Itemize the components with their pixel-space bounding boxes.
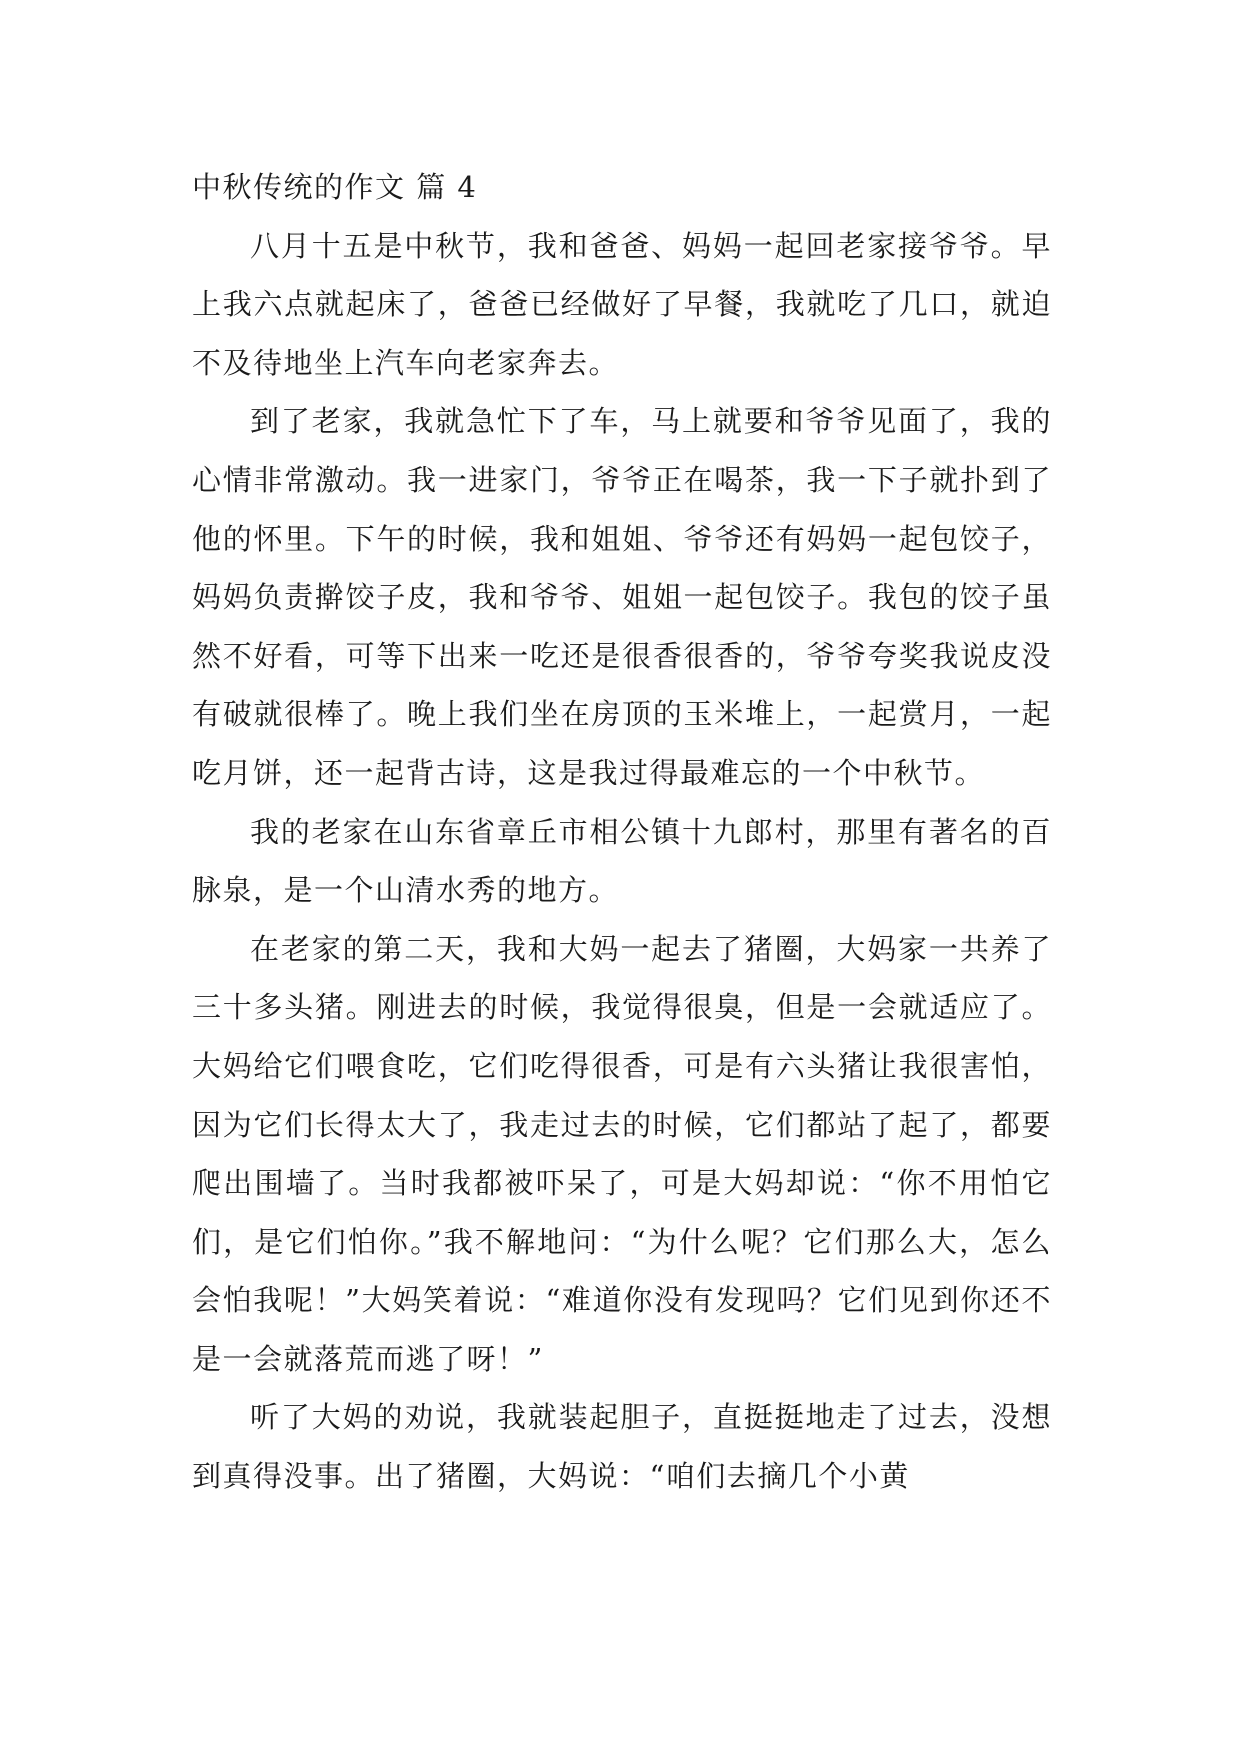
essay-title: 中秋传统的作文 篇 4 [192,170,478,204]
paragraph-5: 听了大妈的劝说，我就装起胆子，直挺挺地走了过去，没想到真得没事。出了猪圈，大妈说：“咱们去摘几个小黄 [192,1400,1052,1494]
paragraph-4: 在老家的第二天，我和大妈一起去了猪圈，大妈家一共养了三十多头猪。刚进去的时候，我觉得很臭，但是一会就适应了。大妈给它们喂食吃，它们吃得很香，可是有六头猪让我很害怕，因为它们长得太大了，我走过去的时候，它们都站了起了，都要爬出围墙了。当时我都被吓呆了，可是大妈却说：“你不用怕它们，是它们怕你。”我不解地问：“为什么呢？它们那么大，怎么会怕我呢！”大妈笑着说：“难道你没有发现吗？它们见到你还不是一会就落荒而逃了呀！” [192,931,1052,1376]
essay-body [192,158,1052,1506]
paragraph-2: 到了老家，我就急忙下了车，马上就要和爷爷见面了，我的心情非常激动。我一进家门，爷爷正在喝茶，我一下子就扑到了他的怀里。下午的时候，我和姐姐、爷爷还有妈妈一起包饺子，妈妈负责擀饺子皮，我和爷爷、姐姐一起包饺子。我包的饺子虽然不好看，可等下出来一吃还是很香很香的，爷爷夸奖我说皮没有破就很棒了。晚上我们坐在房顶的玉米堆上，一起赏月，一起吃月饼，还一起背古诗，这是我过得最难忘的一个中秋节。 [192,404,1052,790]
paragraph-1: 八月十五是中秋节，我和爸爸、妈妈一起回老家接爷爷。早上我六点就起床了，爸爸已经做好了早餐，我就吃了几口，就迫不及待地坐上汽车向老家奔去。 [192,228,1052,380]
paragraph-3: 我的老家在山东省章丘市相公镇十九郎村，那里有著名的百脉泉，是一个山清水秀的地方。 [192,814,1052,908]
